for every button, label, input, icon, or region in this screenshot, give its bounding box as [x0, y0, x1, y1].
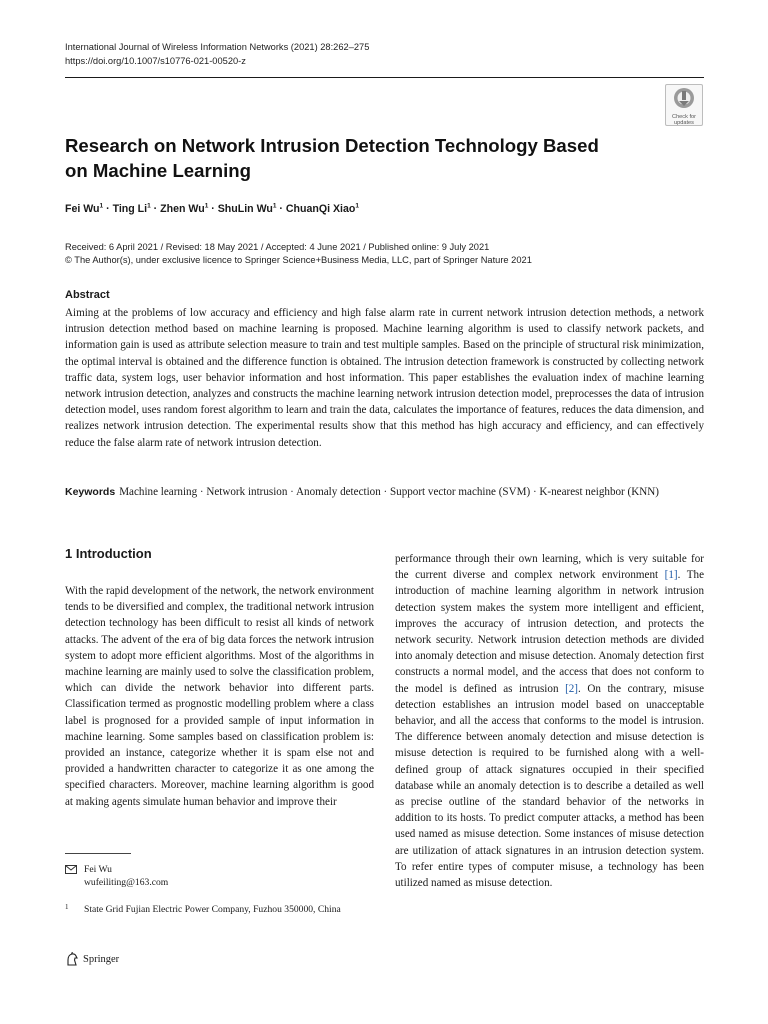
intro-right-column	[395, 551, 704, 891]
affiliation-mark: 1	[355, 202, 359, 210]
journal-citation: International Journal of Wireless Information Networks (2021) 28:262–275	[65, 42, 370, 52]
author-name[interactable]: Zhen Wu	[160, 203, 205, 215]
publisher-name: Springer	[83, 953, 120, 965]
abstract-heading: Abstract	[65, 289, 110, 301]
doi-link[interactable]: https://doi.org/10.1007/s10776-021-00520-z	[65, 56, 246, 66]
paper-title: Research on Network Intrusion Detection Technology Based on Machine Learning	[65, 135, 599, 181]
paragraph-text: performance through their own learning, which is very suitable for the current diverse and complex network environment	[395, 553, 704, 582]
section-heading-introduction: 1 Introduction	[65, 546, 152, 561]
affiliation-mark: 1	[147, 202, 151, 210]
author-separator: ·	[150, 203, 161, 215]
check-for-updates-badge[interactable]	[665, 84, 703, 126]
intro-left-column: With the rapid development of the network, the network environment tends to be diversified and complex, the traditional network intrusion detection technology has been difficult to resist all kinds of network attacks. The advent of the era of big data forces the network intrusion system to adopt more efficient algorithms. Most of the algorithms in machine learning are mainly used to solve the classification problem, which can divide the network behavior into different parts. Classification termed as prognostic modelling problem where a class label is prognosed for a provided sample of input information in machine learning. Some samples based on classification problem is: provided an instance, categorize whether it is spam else not and provided a handwritten character to categorize it as one among the specified characters. Moreover, machine learning algorithm is good at making agents simulate human behavior and improve their	[65, 585, 374, 808]
citation-link[interactable]: [2]	[565, 682, 578, 695]
keywords	[65, 484, 704, 500]
author-name[interactable]: Fei Wu	[65, 203, 100, 215]
envelope-icon	[65, 865, 77, 874]
header-rule	[65, 77, 704, 78]
publisher-mark	[65, 952, 119, 966]
paragraph-text: . On the contrary, misuse detection establishes an intrusion model based on unacceptable behavior, and all the access that conforms to the model is intrusion. The difference between anomaly detection and misuse detection is misuse detection is required to be furnished along with a well-defined group of attack signatures occupied in their specified database while an anomaly detection is to describe a detailed as well as precise outline of the standard behavior of the networks in addition to its hosts. To predict computer attacks, a method has been used named as misuse detection. Some instances of misuse detection are utilization of attack signatures in an intrusion detection system. To refer entire types of computer misuse, a technology has been utilized named as misuse detection.	[395, 682, 704, 890]
author-name[interactable]: ChuanQi Xiao	[285, 203, 356, 215]
author-name[interactable]: Ting Li	[112, 203, 148, 215]
paragraph-text: . The introduction of machine learning algorithm in network intrusion detection system makes the system more intelligent and efficient, improves the accuracy of intrusion detection, and protects the network security. Network intrusion detection methods are divided into anomaly detection and misuse detection. Anomaly detection first constructs a normal model, and the access that does not conform to the model is defined as intrusion	[395, 569, 705, 695]
author-separator: ·	[276, 203, 286, 215]
author-name[interactable]: ShuLin Wu	[217, 203, 273, 215]
author-separator: ·	[208, 203, 218, 215]
corresponding-author-email[interactable]: wufeiliting@163.com	[84, 877, 169, 888]
abstract-text: Aiming at the problems of low accuracy and efficiency and high false alarm rate in current network intrusion detection methods, a network intrusion detection method based on machine learning is proposed. Machine learning algorithm is used to classify network packets, and information gain is used as attribute selection measure to train and test multiple samples. Based on the principle of structural risk minimization, the optimal interval is obtained and the difference function is obtained. The intrusion detection framework is constructed by collecting network traffic data, system logs, user behavior information and host information. This paper establishes the evaluation index of machine learning network intrusion detection, analyzes and constructs the machine learning network intrusion detection model, preprocesses the data of intrusion detection model, uses random forest algorithm to learn and train the data, calculates the importance of features, reduces the data dimension, and realizes network intrusion detection. The experimental results show that this method has high accuracy and efficiency, and can effectively reduce the false alarm rate of network intrusion detection.	[65, 307, 704, 449]
keywords-label: Keywords	[65, 486, 116, 498]
author-separator: ·	[103, 203, 113, 215]
citation-link[interactable]: [1]	[664, 569, 678, 582]
keywords-text: Machine learning · Network intrusion · Anomaly detection · Support vector machine (SVM) · K-nearest neighbor (KNN)	[119, 486, 659, 498]
author-list	[65, 203, 359, 215]
publication-dates: Received: 6 April 2021 / Revised: 18 May 2021 / Accepted: 4 June 2021 / Published online: 9 July 2021	[65, 242, 490, 252]
affiliation-number: 1	[65, 903, 69, 911]
copyright-notice: © The Author(s), under exclusive licence to Springer Science+Business Media, LLC, part of Springer Nature 2021	[65, 255, 532, 265]
affiliation-mark: 1	[272, 202, 277, 210]
check-updates-icon	[673, 87, 695, 109]
springer-horse-icon	[65, 952, 79, 966]
affiliation-mark: 1	[204, 202, 209, 210]
badge-text-line1: Check for	[672, 114, 696, 120]
badge-text-line2: updates	[674, 120, 694, 126]
footnote-rule	[65, 853, 131, 854]
affiliation-mark: 1	[99, 202, 104, 210]
affiliation-text: State Grid Fujian Electric Power Company, Fuzhou 350000, China	[84, 904, 341, 915]
corresponding-author-name: Fei Wu	[84, 864, 112, 875]
